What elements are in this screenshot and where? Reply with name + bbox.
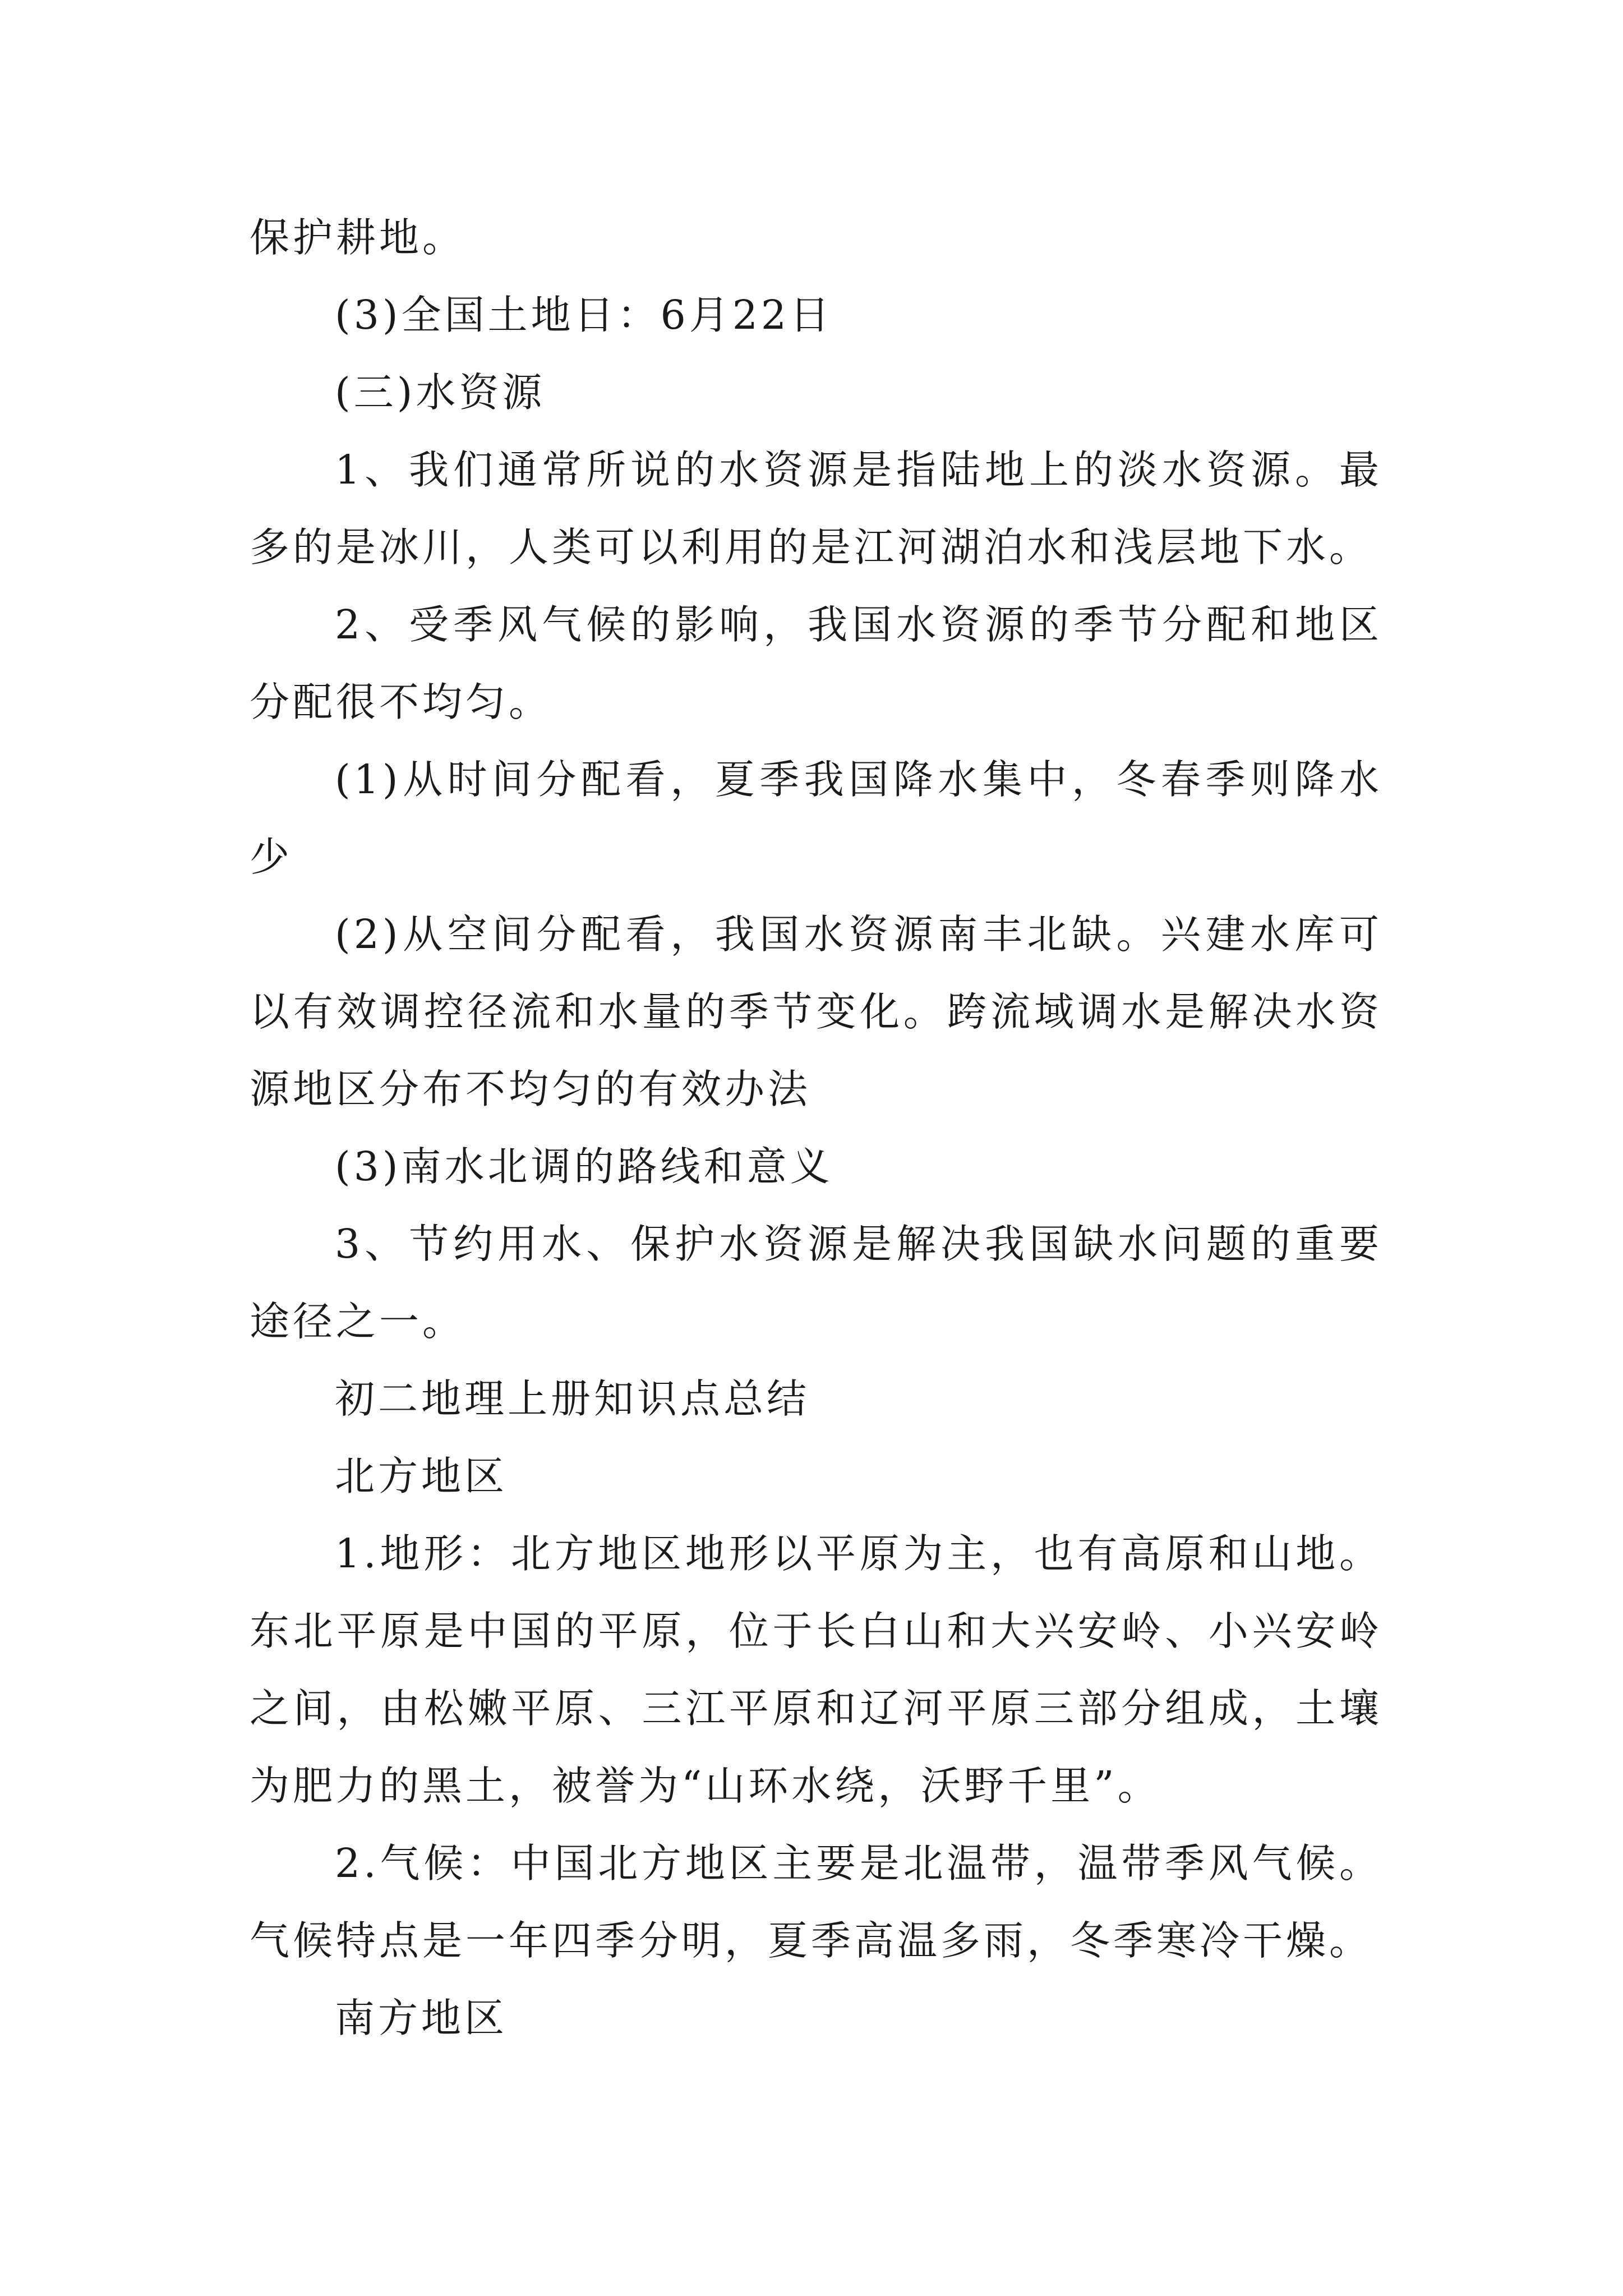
paragraph: (3)南水北调的路线和意义 xyxy=(335,1143,833,1190)
section-heading: 南方地区 xyxy=(335,1995,508,2041)
paragraph: 2、受季风气候的影响，我国水资源的季节分配和地区分配很不均匀。 xyxy=(250,601,1382,725)
document-body xyxy=(250,199,1382,2057)
paragraph: (3)全国土地日：6月22日 xyxy=(335,292,833,338)
paragraph: (1)从时间分配看，夏季我国降水集中，冬春季则降水少 xyxy=(250,756,1382,880)
section-heading: 北方地区 xyxy=(335,1453,508,1499)
paragraph: 保护耕地。 xyxy=(250,214,466,261)
section-heading: 初二地理上册知识点总结 xyxy=(335,1375,810,1422)
paragraph: 1、我们通常所说的水资源是指陆地上的淡水资源。最多的是冰川，人类可以利用的是江河湖泊水和浅层地下水。 xyxy=(250,447,1382,570)
paragraph: 1.地形：北方地区地形以平原为主，也有高原和山地。东北平原是中国的平原，位于长白山和大兴安岭、小兴安岭之间，由松嫩平原、三江平原和辽河平原三部分组成，土壤为肥力的黑土，被誉为“山环水绕，沃野千里”。 xyxy=(250,1530,1382,1809)
section-heading: (三)水资源 xyxy=(335,369,546,416)
paragraph: (2)从空间分配看，我国水资源南丰北缺。兴建水库可以有效调控径流和水量的季节变化。跨流域调水是解决水资源地区分布不均匀的有效办法 xyxy=(250,911,1382,1112)
paragraph: 3、节约用水、保护水资源是解决我国缺水问题的重要途径之一。 xyxy=(250,1221,1382,1345)
paragraph: 2.气候：中国北方地区主要是北温带，温带季风气候。气候特点是一年四季分明，夏季高温多雨，冬季寒冷干燥。 xyxy=(250,1840,1382,1964)
